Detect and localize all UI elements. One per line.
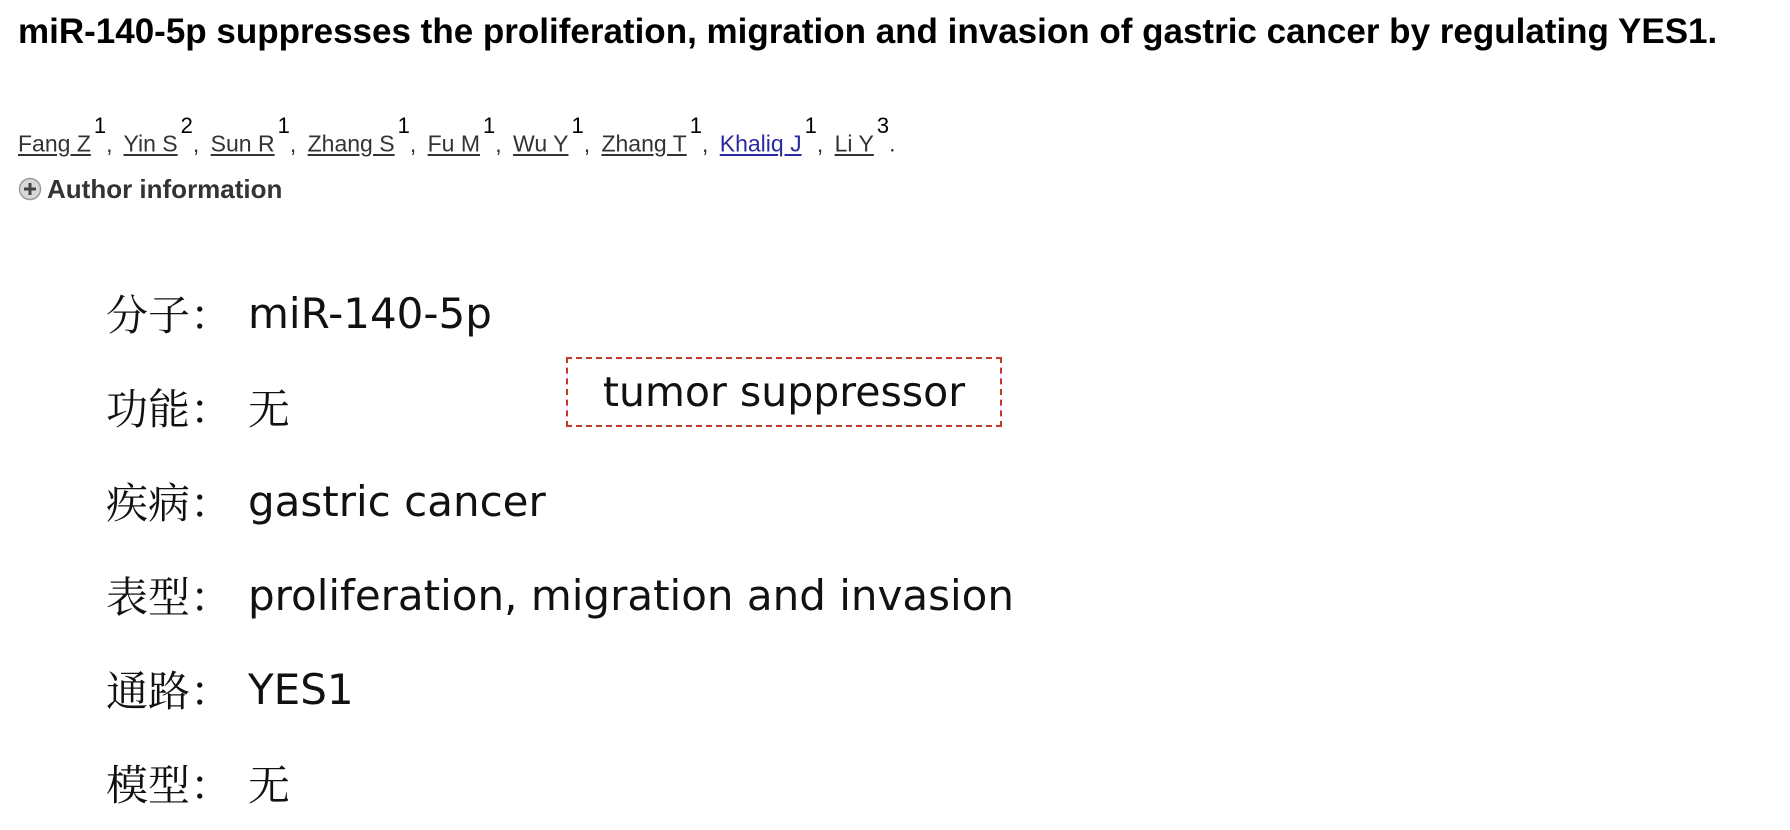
author-information-toggle[interactable] bbox=[18, 172, 282, 206]
field-label: 表型： bbox=[106, 573, 233, 622]
author-affiliation: 1 bbox=[804, 113, 817, 138]
field-value: 无 bbox=[248, 385, 291, 434]
plus-circle-icon bbox=[18, 177, 42, 201]
author-affiliation: 1 bbox=[483, 113, 496, 138]
field-row-pathway bbox=[106, 642, 1014, 736]
field-row-molecule bbox=[106, 266, 1014, 360]
author-link[interactable]: Yin S bbox=[123, 130, 178, 157]
field-label: 通路： bbox=[106, 667, 233, 716]
author-link[interactable]: Fu M bbox=[427, 130, 480, 157]
function-annotation-box: tumor suppressor bbox=[566, 357, 1002, 427]
author-affiliation: 2 bbox=[180, 113, 193, 138]
field-value: YES1 bbox=[248, 664, 354, 714]
author-affiliation: 1 bbox=[277, 113, 290, 138]
author-affiliation: 1 bbox=[397, 113, 410, 138]
author-affiliation: 1 bbox=[93, 113, 107, 138]
field-label: 功能： bbox=[106, 385, 233, 434]
author-link[interactable]: Zhang T bbox=[601, 130, 687, 157]
field-row-model bbox=[106, 736, 1014, 830]
author-link[interactable]: Khaliq J bbox=[719, 130, 802, 157]
field-value: gastric cancer bbox=[248, 476, 546, 526]
author-link[interactable]: Fang Z bbox=[18, 130, 91, 157]
field-row-phenotype bbox=[106, 548, 1014, 642]
author-link[interactable]: Wu Y bbox=[513, 130, 569, 157]
field-row-disease bbox=[106, 454, 1014, 548]
article-title: miR-140-5p suppresses the proliferation, migration and invasion of gastric cancer by regulating YES1. bbox=[18, 12, 1718, 51]
author-link[interactable]: Li Y bbox=[834, 130, 874, 157]
author-affiliation: 1 bbox=[571, 113, 584, 138]
field-label: 分子： bbox=[106, 291, 233, 340]
author-list: Fang $Z^1$, Yin $S^2$, Sun $R^1$, Zhang $S^1$, Fu $M^1$, Wu $Y^1$, Zhang $T^1$, Khaliq $J^1$, Li $Y^3$. bbox=[18, 113, 896, 157]
field-value: proliferation, migration and invasion bbox=[248, 570, 1014, 620]
field-value: miR-140-5p bbox=[248, 288, 492, 338]
author-link[interactable]: Zhang S bbox=[307, 130, 395, 157]
field-label: 模型： bbox=[106, 761, 233, 810]
field-label: 疾病： bbox=[106, 479, 233, 528]
author-affiliation: 3 bbox=[876, 113, 890, 138]
author-link[interactable]: Sun R bbox=[210, 130, 275, 157]
author-affiliation: 1 bbox=[689, 113, 702, 138]
annotation-fields bbox=[106, 266, 1014, 830]
field-value: 无 bbox=[248, 761, 291, 810]
author-information-label: Author information bbox=[47, 173, 283, 204]
